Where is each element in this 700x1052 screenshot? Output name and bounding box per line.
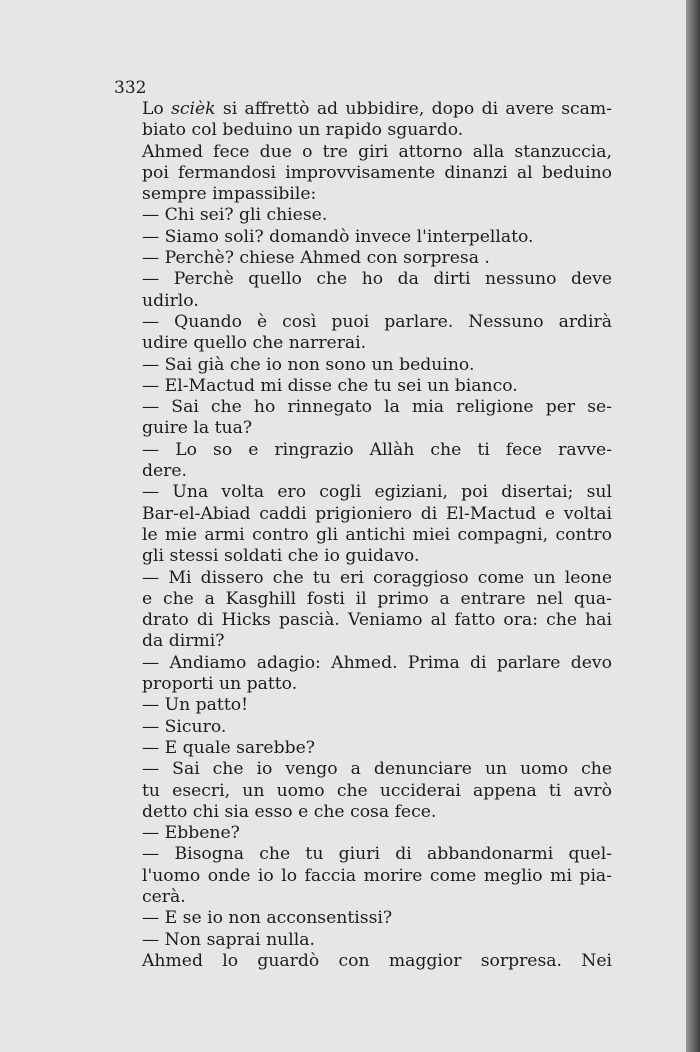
paragraph	[114, 908, 612, 929]
text-line: — Siamo soli? domandò invece l'interpellato.	[142, 226, 534, 247]
paragraph	[114, 312, 612, 355]
paragraph	[114, 738, 612, 759]
text-line: udirlo.	[142, 290, 199, 311]
page-text	[114, 78, 612, 972]
text-line: dere.	[142, 461, 188, 482]
text-line: — Bisogna che tu giuri di abbandonarmi quel-	[142, 844, 612, 865]
text-line: — E quale sarebbe?	[142, 737, 315, 758]
paragraph	[114, 397, 612, 440]
text-line: poi fermandosi improvvisamente dinanzi al beduino	[142, 162, 612, 183]
text-line: Ahmed fece due o tre giri attorno alla stanzuccia,	[142, 141, 612, 162]
italic-word: scièk	[171, 99, 216, 119]
text-line: — Mi dissero che tu eri coraggioso come un leone	[142, 567, 612, 588]
paragraph	[114, 355, 612, 376]
paragraph	[114, 376, 612, 397]
text-line: — Ebbene?	[142, 823, 240, 844]
text-line: proporti un patto.	[142, 674, 298, 695]
paragraph	[114, 844, 612, 908]
text-line: e che a Kasghill fosti il primo a entrare nel qua-	[142, 588, 612, 609]
paragraph	[114, 482, 612, 567]
text-line: detto chi sia esso e che cosa fece.	[142, 801, 437, 822]
text-line: — Perchè? chiese Ahmed con sorpresa .	[142, 248, 490, 269]
text-line: l'uomo onde io lo faccia morire come meglio mi pia-	[142, 865, 612, 886]
text-line: — Una volta ero cogli egiziani, poi disertai; sul	[142, 482, 612, 503]
paragraph	[114, 695, 612, 716]
paragraph	[114, 142, 612, 206]
text-line: guire la tua?	[142, 418, 253, 439]
text-line: — Non saprai nulla.	[142, 929, 315, 950]
text-line: — Perchè quello che ho da dirti nessuno deve	[142, 269, 612, 290]
paragraph	[114, 227, 612, 248]
text-line: — Chi sei? gli chiese.	[142, 205, 328, 226]
text-line: — Sicuro.	[142, 716, 227, 737]
paragraph	[114, 99, 612, 142]
paragraph	[114, 717, 612, 738]
text-line: da dirmi?	[142, 631, 225, 652]
text-line: — Quando è così puoi parlare. Nessuno ardirà	[142, 311, 612, 332]
paragraph	[114, 568, 612, 653]
text-line: Ahmed lo guardò con maggior sorpresa. Nei	[142, 950, 612, 971]
text-line: — Sai già che io non sono un beduino.	[142, 354, 475, 375]
text-line: — E se io non acconsentissi?	[142, 908, 393, 929]
text-line: tu esecri, un uomo che ucciderai appena ti avrò	[142, 780, 612, 801]
text-line: drato di Hicks pascià. Veniamo al fatto ora: che hai	[142, 610, 612, 631]
paragraph	[114, 823, 612, 844]
paragraph	[114, 248, 612, 269]
text-line: udire quello che narrerai.	[142, 333, 367, 354]
text-line: — Andiamo adagio: Ahmed. Prima di parlare devo	[142, 652, 612, 673]
page-number: 332	[114, 78, 147, 98]
book-binding-edge	[686, 0, 700, 1052]
text-line: — Sai che io vengo a denunciare un uomo che	[142, 759, 612, 780]
text-line: — Sai che ho rinnegato la mia religione per se-	[142, 397, 612, 418]
text-line: Bar-el-Abiad caddi prigioniero di El-Mactud e voltai	[142, 503, 612, 524]
text-line: Lo scièk si affrettò ad ubbidire, dopo di avere scam-	[142, 99, 612, 119]
paragraph	[114, 269, 612, 312]
text-line: — Lo so e ringrazio Allàh che ti fece ravve-	[142, 439, 612, 460]
paragraph	[114, 759, 612, 823]
text-line: cerà.	[142, 886, 186, 907]
text-line: biato col beduino un rapido sguardo.	[142, 120, 464, 141]
paragraph	[114, 205, 612, 226]
paragraph	[114, 653, 612, 696]
paragraph	[114, 440, 612, 483]
text-line: le mie armi contro gli antichi miei compagni, contro	[142, 524, 612, 545]
text-line: sempre impassibile:	[142, 184, 317, 205]
text-line: — El-Mactud mi disse che tu sei un bianco.	[142, 375, 518, 396]
paragraph	[114, 951, 612, 972]
paragraph	[114, 930, 612, 951]
text-line: gli stessi soldati che io guidavo.	[142, 546, 420, 567]
text-line: — Un patto!	[142, 695, 248, 716]
